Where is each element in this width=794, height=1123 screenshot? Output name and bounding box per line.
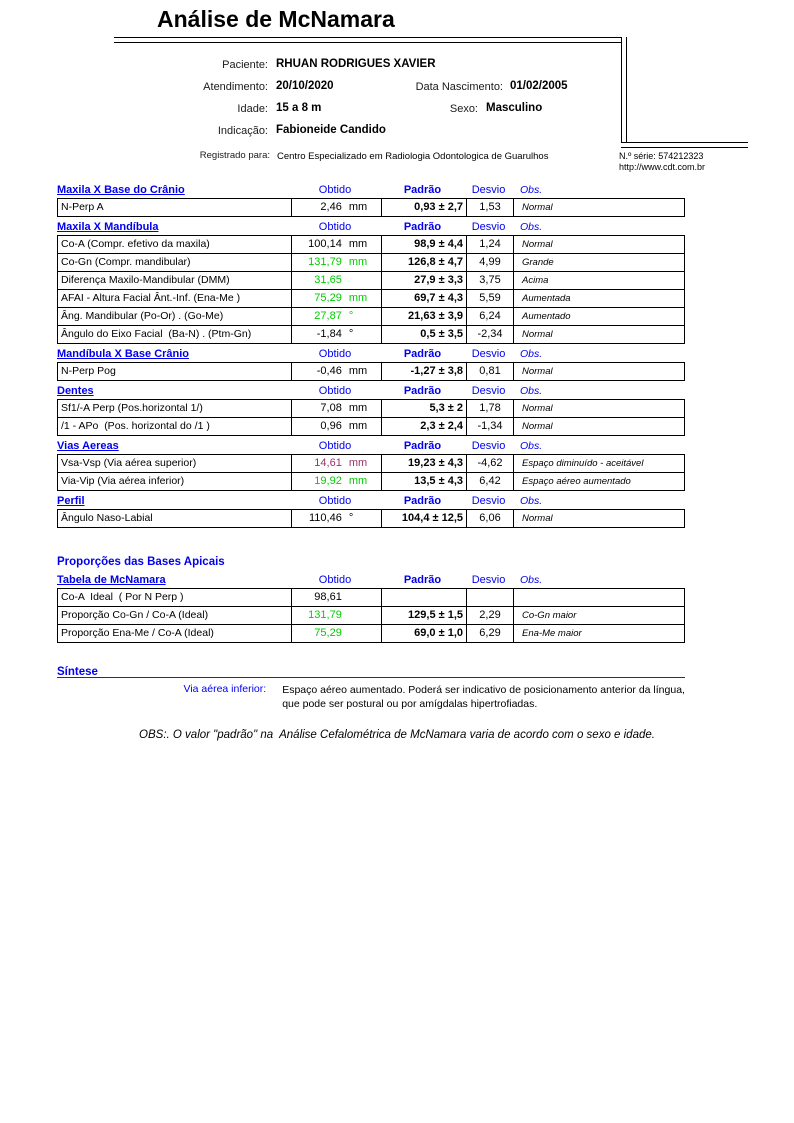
age-value: 15 a 8 m — [276, 102, 322, 114]
column-header-obs: Obs. — [520, 495, 543, 507]
obtido-cell — [291, 589, 381, 606]
data-table — [57, 399, 685, 436]
registered-for-label: Registrado para: — [199, 150, 270, 161]
indication-label: Indicação: — [217, 125, 268, 137]
column-header-obs: Obs. — [520, 221, 543, 233]
data-table — [57, 235, 685, 344]
registered-for-value: Centro Especializado em Radiologia Odontologica de Guarulhos — [277, 151, 549, 162]
obtido-value: 31,65 — [314, 274, 342, 286]
obtido-cell — [291, 607, 381, 624]
obtido-cell — [291, 308, 381, 325]
obs-cell: Espaço diminuído - aceitável — [513, 455, 684, 472]
analysis-section — [57, 385, 685, 436]
row-label: Ângulo do Eixo Facial (Ba-N) . (Ptm-Gn) — [61, 328, 252, 340]
obs-cell — [513, 589, 684, 606]
obs-cell: Normal — [513, 400, 684, 417]
row-label: /1 - APo (Pos. horizontal do /1 ) — [61, 420, 210, 432]
table-row — [58, 253, 684, 271]
page-title: Análise de McNamara — [157, 6, 395, 32]
desvio-cell: 5,59 — [466, 290, 513, 307]
decorative-border-vertical — [621, 37, 627, 143]
obs-cell: Acima — [513, 272, 684, 289]
desvio-cell: -4,62 — [466, 455, 513, 472]
row-label: Proporção Ena-Me / Co-A (Ideal) — [61, 627, 214, 639]
padrao-cell: 2,3 ± 2,4 — [381, 418, 466, 435]
padrao-cell: 27,9 ± 3,3 — [381, 272, 466, 289]
section-title: Vias Aereas — [57, 440, 119, 452]
column-header-desvio: Desvio — [471, 440, 506, 452]
data-table — [57, 198, 685, 217]
column-header-desvio: Desvio — [471, 221, 506, 233]
obtido-value: 27,87 — [314, 310, 342, 322]
row-label: Âng. Mandibular (Po-Or) . (Go-Me) — [61, 310, 224, 322]
obtido-value: 98,61 — [314, 591, 342, 603]
apical-heading: Proporções das Bases Apicais — [57, 556, 225, 568]
obtido-unit: ° — [348, 512, 354, 524]
column-header-obs: Obs. — [520, 574, 543, 586]
section-header-row — [57, 221, 685, 235]
row-label: AFAI - Altura Facial Ânt.-Inf. (Ena-Me ) — [61, 292, 241, 304]
column-header-obtido: Obtido — [318, 495, 352, 507]
section-header-row — [57, 385, 685, 399]
obtido-unit: mm — [348, 402, 368, 414]
column-header-obs: Obs. — [520, 385, 543, 397]
table-row — [58, 271, 684, 289]
column-header-desvio: Desvio — [471, 495, 506, 507]
padrao-cell: 129,5 ± 1,5 — [381, 607, 466, 624]
obs-cell: Espaço aéreo aumentado — [513, 473, 684, 490]
table-row — [58, 307, 684, 325]
padrao-cell: -1,27 ± 3,8 — [381, 363, 466, 380]
section-header-row — [57, 184, 685, 198]
synthesis-content — [57, 683, 688, 711]
column-header-desvio: Desvio — [471, 385, 506, 397]
obs-cell: Aumentado — [513, 308, 684, 325]
data-table — [57, 588, 685, 643]
column-header-obtido: Obtido — [318, 221, 352, 233]
padrao-cell: 98,9 ± 4,4 — [381, 236, 466, 253]
column-header-desvio: Desvio — [471, 574, 506, 586]
row-label: Co-Gn (Compr. mandibular) — [61, 256, 191, 268]
obtido-cell — [291, 363, 381, 380]
row-label: N-Perp Pog — [61, 365, 116, 377]
padrao-cell — [381, 589, 466, 606]
obtido-value: -0,46 — [316, 365, 342, 377]
obtido-unit: mm — [348, 457, 368, 469]
table-row — [58, 472, 684, 490]
column-header-obtido: Obtido — [318, 385, 352, 397]
column-header-padrao: Padrão — [403, 495, 442, 507]
table-row — [58, 199, 684, 216]
table-row — [58, 325, 684, 343]
padrao-cell: 69,0 ± 1,0 — [381, 625, 466, 642]
birthdate-label: Data Nascimento: — [415, 81, 503, 93]
obtido-cell — [291, 510, 381, 527]
obtido-value: 7,08 — [320, 402, 342, 414]
row-label: Via-Vip (Via aérea inferior) — [61, 475, 185, 487]
obtido-unit: mm — [348, 292, 368, 304]
obtido-cell — [291, 455, 381, 472]
table-row — [58, 400, 684, 417]
obtido-unit: mm — [348, 238, 368, 250]
padrao-cell: 126,8 ± 4,7 — [381, 254, 466, 271]
padrao-cell: 0,5 ± 3,5 — [381, 326, 466, 343]
serial-number: N.º série: 574212323 — [619, 151, 704, 161]
obtido-value: 131,79 — [308, 256, 342, 268]
row-label: Diferença Maxilo-Mandibular (DMM) — [61, 274, 230, 286]
column-header-obs: Obs. — [520, 184, 543, 196]
table-row — [58, 236, 684, 253]
analysis-section — [57, 440, 685, 491]
desvio-cell: 6,29 — [466, 625, 513, 642]
obs-cell: Ena-Me maior — [513, 625, 684, 642]
row-label: N-Perp A — [61, 201, 104, 213]
decorative-border-top — [114, 37, 622, 43]
obtido-value: 110,46 — [309, 512, 342, 524]
website-url: http://www.cdt.com.br — [619, 162, 706, 172]
measurement-tables — [57, 184, 685, 528]
patient-name-value: RHUAN RODRIGUES XAVIER — [276, 58, 436, 70]
data-table — [57, 362, 685, 381]
section-title: Maxila X Mandíbula — [57, 221, 159, 233]
table-row — [58, 589, 684, 606]
column-header-obs: Obs. — [520, 440, 543, 452]
obs-cell: Normal — [513, 418, 684, 435]
section-title: Maxila X Base do Crânio — [57, 184, 185, 196]
column-header-padrao: Padrão — [403, 574, 442, 586]
data-table — [57, 454, 685, 491]
column-header-desvio: Desvio — [471, 348, 506, 360]
row-label: Vsa-Vsp (Via aérea superior) — [61, 457, 197, 469]
obtido-cell — [291, 326, 381, 343]
synthesis-block — [57, 662, 688, 711]
padrao-cell: 21,63 ± 3,9 — [381, 308, 466, 325]
obtido-unit: mm — [348, 475, 368, 487]
row-label: Sf1/-A Perp (Pos.horizontal 1/) — [61, 402, 203, 414]
analysis-section — [57, 184, 685, 217]
column-header-obs: Obs. — [520, 348, 543, 360]
desvio-cell: -1,34 — [466, 418, 513, 435]
footnote-obs: OBS:. O valor "padrão" na Análise Cefalométrica de McNamara varia de acordo com o sexo e idade. — [139, 729, 655, 741]
desvio-cell: 6,24 — [466, 308, 513, 325]
sex-label: Sexo: — [449, 103, 478, 115]
desvio-cell: 4,99 — [466, 254, 513, 271]
obs-cell: Normal — [513, 199, 684, 216]
synthesis-item-text: Espaço aéreo aumentado. Poderá ser indicativo de posicionamento anterior da língua, que pode ser postural ou por amígdalas hipertrofiadas. — [282, 684, 688, 710]
desvio-cell: -2,34 — [466, 326, 513, 343]
attendance-date-value: 20/10/2020 — [276, 80, 334, 92]
desvio-cell: 2,29 — [466, 607, 513, 624]
column-header-obtido: Obtido — [318, 348, 352, 360]
section-header-row — [57, 348, 685, 362]
row-label: Co-A Ideal ( Por N Perp ) — [61, 591, 184, 603]
padrao-cell: 19,23 ± 4,3 — [381, 455, 466, 472]
obtido-value: 100,14 — [308, 238, 342, 250]
obtido-value: 2,46 — [320, 201, 342, 213]
obs-cell: Grande — [513, 254, 684, 271]
desvio-cell: 0,81 — [466, 363, 513, 380]
obtido-value: 19,92 — [314, 475, 342, 487]
column-header-desvio: Desvio — [471, 184, 506, 196]
column-header-padrao: Padrão — [403, 221, 442, 233]
padrao-cell: 0,93 ± 2,7 — [381, 199, 466, 216]
table-row — [58, 606, 684, 624]
section-title: Tabela de McNamara — [57, 574, 166, 586]
obtido-value: 14,61 — [314, 457, 342, 469]
patient-name-label: Paciente: — [222, 59, 268, 71]
obtido-cell — [291, 272, 381, 289]
section-title: Mandíbula X Base Crânio — [57, 348, 190, 360]
obtido-cell — [291, 418, 381, 435]
apical-proportions-block — [57, 556, 685, 643]
column-header-padrao: Padrão — [403, 385, 442, 397]
obs-cell: Normal — [513, 510, 684, 527]
desvio-cell: 6,06 — [466, 510, 513, 527]
birthdate-value: 01/02/2005 — [510, 80, 568, 92]
synthesis-title: Síntese — [57, 666, 98, 678]
attendance-date-label: Atendimento: — [203, 81, 268, 93]
row-label: Proporção Co-Gn / Co-A (Ideal) — [61, 609, 209, 621]
obtido-cell — [291, 290, 381, 307]
obtido-unit: ° — [348, 328, 354, 340]
obtido-cell — [291, 236, 381, 253]
table-row — [58, 510, 684, 527]
obtido-unit: mm — [348, 365, 368, 377]
analysis-section — [57, 495, 685, 528]
desvio-cell: 3,75 — [466, 272, 513, 289]
decorative-border-bottom — [621, 142, 748, 148]
padrao-cell: 13,5 ± 4,3 — [381, 473, 466, 490]
table-row — [58, 417, 684, 435]
table-row — [58, 455, 684, 472]
section-title: Perfil — [57, 495, 85, 507]
indication-value: Fabioneide Candido — [276, 124, 386, 136]
section-header-row — [57, 440, 685, 454]
obs-cell: Aumentada — [513, 290, 684, 307]
synthesis-rule — [57, 662, 685, 678]
obs-cell: Normal — [513, 363, 684, 380]
analysis-section — [57, 348, 685, 381]
column-header-obtido: Obtido — [318, 574, 352, 586]
obtido-value: 0,96 — [320, 420, 342, 432]
row-label: Co-A (Compr. efetivo da maxila) — [61, 238, 210, 250]
padrao-cell: 104,4 ± 12,5 — [381, 510, 466, 527]
table-row — [58, 289, 684, 307]
table-row — [58, 363, 684, 380]
serial-block — [619, 151, 705, 173]
obtido-value: 75,29 — [314, 292, 342, 304]
obtido-cell — [291, 199, 381, 216]
synthesis-item-label: Via aérea inferior: — [183, 683, 267, 695]
obtido-unit: mm — [348, 201, 368, 213]
age-label: Idade: — [237, 103, 268, 115]
obtido-unit: mm — [348, 256, 368, 268]
obs-cell: Normal — [513, 236, 684, 253]
obtido-cell — [291, 473, 381, 490]
row-label: Ângulo Naso-Labial — [61, 512, 153, 524]
desvio-cell — [466, 589, 513, 606]
padrao-cell: 5,3 ± 2 — [381, 400, 466, 417]
desvio-cell: 6,42 — [466, 473, 513, 490]
desvio-cell: 1,24 — [466, 236, 513, 253]
obtido-value: -1,84 — [316, 328, 342, 340]
section-header-row — [57, 574, 685, 588]
column-header-obtido: Obtido — [318, 184, 352, 196]
obtido-unit: ° — [348, 310, 354, 322]
obtido-value: 75,29 — [314, 627, 342, 639]
obtido-cell — [291, 400, 381, 417]
padrao-cell: 69,7 ± 4,3 — [381, 290, 466, 307]
column-header-padrao: Padrão — [403, 440, 442, 452]
sex-value: Masculino — [486, 102, 543, 114]
obtido-cell — [291, 625, 381, 642]
data-table — [57, 509, 685, 528]
table-row — [58, 624, 684, 642]
desvio-cell: 1,78 — [466, 400, 513, 417]
obs-cell: Normal — [513, 326, 684, 343]
column-header-padrao: Padrão — [403, 184, 442, 196]
column-header-padrao: Padrão — [403, 348, 442, 360]
obtido-value: 131,79 — [308, 609, 342, 621]
analysis-section — [57, 221, 685, 344]
obtido-unit: mm — [348, 420, 368, 432]
section-header-row — [57, 495, 685, 509]
obtido-cell — [291, 254, 381, 271]
apical-table-wrap — [57, 574, 685, 643]
obs-cell: Co-Gn maior — [513, 607, 684, 624]
section-title: Dentes — [57, 385, 94, 397]
desvio-cell: 1,53 — [466, 199, 513, 216]
column-header-obtido: Obtido — [318, 440, 352, 452]
